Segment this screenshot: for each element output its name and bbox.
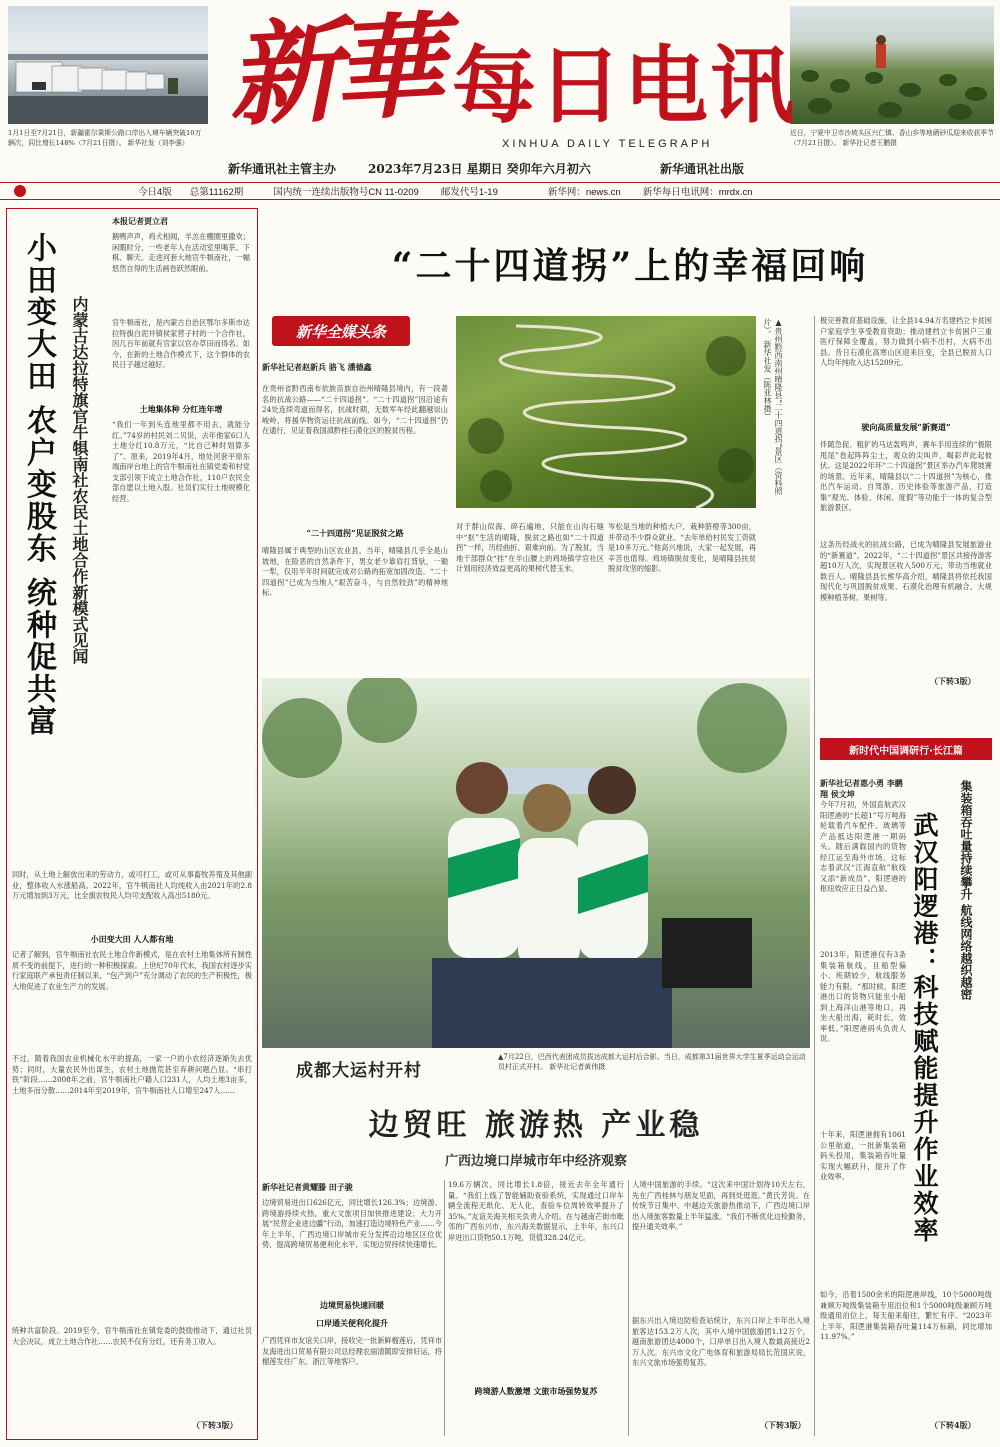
top-headline: “二十四道拐”上的幸福回响 <box>391 245 869 287</box>
masthead-right-caption: 近日，宁夏中卫市沙坡头区兴仁镇、香山乡等地硒砂瓜迎来收获季节（7月21日摄）。 新华社记者王鹏摄 <box>790 129 994 147</box>
bottom-headline: 边贸旺 旅游热 产业稳 <box>368 1108 704 1143</box>
universiade-village-photo <box>262 678 810 1048</box>
masthead-publisher: 新华通讯社出版 <box>660 162 745 176</box>
bottom-b5: 据东兴出入境边防检查站统计，东兴口岸上半年出入境旅客达153.2万人次，其中入境中国旅游团1.12万个，越南旅游团达4000个，口岸单日出入境人数最高接近2万人次。东兴市文化广电体育和旅游局局长范国庆说，东兴文旅市场强势复苏。 <box>632 1316 810 1367</box>
games-photo-title: 成都大运村开村 <box>296 1061 422 1081</box>
right-subtitle: 集装箱吞吐量持续攀升 航线网络越织越密 <box>959 780 973 1001</box>
center-byline: 新华社记者赵新兵 骆飞 潘德鑫 <box>262 362 372 372</box>
center-cont: （下转3版） <box>930 676 976 686</box>
center-c1: 在贵州省黔西南布依族苗族自治州晴隆县境内，有一段著名的抗战公路——“二十四道拐”。“二十四道拐”因沿途有24处连续弯道而得名，抗战时期，无数军车经此翻越崇山峻岭，将援华物资运往抗战前线。如今，“二十四道拐”仍在通行，见证着我国滇黔桂石漠化区的脱贫历程。 <box>262 384 448 435</box>
melon-field-illustration <box>790 6 994 124</box>
left-story-p5: 记者了解到，官牛犋南社农民土地合作新模式，是在农村土地集体所有制性质不变的前提下，进行的一种积极探索。上世纪70年代末，我国农村逐步实行家庭联产承包责任制以来，“包产到户”充分调动了农民的生产积极性，极大地促进了农业生产力的发展。 <box>12 950 252 991</box>
bottom-subtitle: 广西边境口岸城市年中经济观察 <box>444 1154 627 1169</box>
info-bar <box>0 182 1000 200</box>
masthead-left-caption: 1月1日至7月21日，新疆霍尔果斯公路口岸出入境车辆突破10万辆次，同比增长148%（7月21日摄）。 新华社发（刘李强） <box>8 129 202 147</box>
center-c3: 对于群山似海、碎石遍地，只能在山沟石缝中“抠”生活的晴隆，脱贫之路也如“二十四道拐”一样，历经曲折、艰难向前。为了脱贫，当地干部群众“挂”在半山腰上的鸡场镇学官社区计划用经济效益更高的果树代替玉米。 <box>456 522 604 573</box>
left-story-p3: “我们一年到头连地里都不用去，就能分红。”74岁的村民刘二贝说，去年他家6口人土地分红10.8万元，“比自己种时划算多了”。原来，2019年4月，地处河套平原东端南岸台地上的官牛犋南社在镇党委和村党支部引领下成立土地合作社，110户农民全部自愿以土地入股。社员们实行土地规模化经营。 <box>112 420 250 503</box>
masthead-logo-calligraphy: 新華 <box>224 0 440 143</box>
info-pages: 今日4版 <box>138 187 172 198</box>
right-badge <box>820 738 992 760</box>
bottom-byline: 新华社记者黄耀滕 田子骏 <box>262 1182 353 1192</box>
bottom-b2: 广西凭祥市友谊关口岸，接收完一批新鲜榴莲后，凭祥市友海进出口贸易有限公司总经理农丽清随即安排好运，将榴莲发往广东、浙江等地客户。 <box>262 1336 442 1366</box>
xinhua-emblem-icon <box>14 185 26 197</box>
left-story-sec1: 土地集体种 分红连年增 <box>139 404 223 414</box>
bottom-sec2: 口岸通关便利化提升 <box>316 1318 388 1328</box>
center-c7: 这条历经战火的抗战公路，已成为晴隆县发展旅游业的“新赛道”。2022年，“二十四道拐”景区共接待游客超10万人次，实现景区收入500万元，带动当地就业数百人。晴隆县县长熊华高介绍，晴隆县将依托我国现代化与巩固脱贫成果、石漠化治理有机融合，大规模种植茶树、果树等。 <box>820 540 992 602</box>
left-story-p1: 鹅鸭声声，鸡犬相闻，羊羔在棚圈里撒欢；闲暇时分，一些老年人在活动室里喝茶、下棋、聊天。走进河套大地官牛犋南社，一幅悠然自得的生活画卷跃然眼前。 <box>112 232 250 273</box>
bottom-b4: 人境中国旅游的手续。“这次来中国计划待10天左右，先在广西桂林与朋友见面，再到处逛逛。”黄氏芳说。在传统节日集中、中越边关旅游热推动下，广西边境口岸出入境旅客数量上半年猛涨。“我们不断优化边检勤务，提升通关效率。” <box>632 1180 810 1231</box>
left-story-p4: 同时，从土地上解放出来的劳动力，或可打工，或可从事畜牧养殖及其他副业，整体收入水涨船高。2022年，官牛犋南社人均纯收入由2021年的2.8万元增加到3万元，比全旗农牧民人均可支配收入高出5180元。 <box>12 870 252 900</box>
info-site: 新华网：news.cn <box>547 187 621 198</box>
left-story-subtitle: 内蒙古达拉特旗官牛犋南社农民土地合作新模式见闻 <box>70 296 89 664</box>
serpentine-road-photo <box>456 316 756 508</box>
right-cont: （下转4版） <box>930 1420 976 1430</box>
left-story-title: 小田变大田 农户变股东 统种促共富 <box>21 232 56 737</box>
left-story-sec2: 小田变大田 人人都有地 <box>90 934 174 944</box>
info-cn: 国内统一连续出版物号CN 11-0209 <box>273 187 419 198</box>
road-photo-caption: ▲贵州黔西南州晴隆县“二十四道拐”景区（资料照片）。 新华社发（陈亚林摄） <box>763 318 783 496</box>
left-story-p2: 官牛犋南社，是内蒙古自治区鄂尔多斯市达拉特旗白泥井镇侯家营子村的一个合作社，因几百年前就有官家以官办草田而得名。如今，在新的土地合作模式下，这个群体的农民日子越过越好。 <box>112 318 250 369</box>
right-title: 武汉阳逻港：科技赋能提升作业效率 <box>910 812 939 1244</box>
column-rule <box>814 316 815 1436</box>
center-badge-label: 新华全媒头条 <box>295 322 386 341</box>
info-post: 邮发代号1-19 <box>440 187 498 198</box>
trucks-illustration <box>8 6 208 124</box>
masthead-left-photo <box>8 6 208 124</box>
right-t4: 如今，沿着1500余米的阳逻港岸线，10个5000吨级兼顾万吨级集装箱专用泊位和1个5000吨级兼顾万吨级通用泊位上，每天船来船往，繁忙有序。“2023年上半年，阳逻港集装箱吞吐量114万标箱，同比增加11.97%。” <box>820 1290 992 1341</box>
bottom-sec3: 跨境游人数激增 文旅市场强势复苏 <box>474 1386 598 1396</box>
column-rule <box>628 1180 629 1436</box>
right-t1: 今年7月初，外国直航武汉阳逻港的“长超1”号万吨海轮载着汽车配件、玻璃等产品抵达阳逻港一期码头。随后满载国内的货物经江运至海外市场。这标志着武汉“江海直航”航线又添“新成员”。阳逻港的枢纽效应正日益凸显。 <box>820 800 906 893</box>
masthead-title: 每日电讯 <box>452 37 797 135</box>
masthead-sponsor: 新华通讯社主管主办 <box>228 162 337 176</box>
center-c5: 极完善教育基础设施，让全县14.94万名建档立卡贫困户家庭学生享受教育资助；推动建档立卡贫困户三重医疗保障全覆盖，努力做到小病不出村，大病不出县。昔日石漠化高寒山区迎来巨变，全县已脱贫人口人均年纯收入达15209元。 <box>820 316 992 367</box>
center-sec2: 驶向高质量发展“新赛道” <box>861 422 951 432</box>
road-illustration <box>456 316 756 508</box>
info-issue: 总第11162期 <box>189 187 244 198</box>
bottom-b1: 边境贸易进出口626亿元，同比增长126.3%；边境游、跨境游持续火热，重大文旅项目加快推进建设；大力开展“民营企业进边疆”行动，加速打造边境特色产业……今年上半年，广西边境口岸城市充分发挥沿边地区区位优势，提高跨境贸易便利化水平，实现边贸持续快速增长。 <box>262 1198 442 1249</box>
left-story-byline: 本报记者贾立君 <box>112 216 168 226</box>
bottom-cont: （下转3版） <box>760 1420 806 1430</box>
right-badge-label: 新时代中国调研行·长江篇 <box>849 745 963 757</box>
column-rule <box>444 1180 445 1436</box>
left-story-cont: （下转3版） <box>192 1420 238 1430</box>
info-email: 新华每日电讯网：mrdx.cn <box>642 187 753 198</box>
center-badge <box>272 316 410 346</box>
bottom-b3: 19.6万辆次，同比增长1.8倍，接近去年全年通行量。“我们上线了智能辅助查验系统，实现通过口岸车辆全流程无纸化、无人化，查验车位周转效率提升了35%。”友谊关海关相关负责人介绍。在与越南芒街市毗邻的广西东兴市，东兴海关数据显示，上半年，东兴口岸进出口货物50.1万吨，货值328.24亿元。 <box>448 1180 624 1242</box>
masthead-right-photo <box>790 6 994 124</box>
athletes-illustration <box>262 678 810 1048</box>
center-c6: 伴随急促、粗犷的马达轰鸣声，赛车手用连续的“极限甩尾”卷起阵阵尘土，观众的尖叫声、喝彩声此起彼伏。这是2022年环“二十四道拐”景区举办汽车爬坡赛的场景。近年来，晴隆县以“二十四道拐”为核心，推出汽车运动、自驾游、历史体验等旅游产品，打造集“观光、体验、休闲、度假”等功能于一体的复合型旅游景区。 <box>820 440 992 512</box>
masthead-date: 2023年7月23日 星期日 癸卯年六月初六 <box>368 162 591 176</box>
right-t2: 2013年，阳逻港仅有3条集装箱航线，且船型偏小、班期较少，航线服务能力有限。“那时候，阳逻港出口的货物只能坐小船到上海洋山港等地口，再坐大船出海，耗时长，效率低。”阳逻港码头负责人说。 <box>820 950 906 1043</box>
bottom-sec1: 边境贸易快速回暖 <box>320 1300 384 1310</box>
center-sec: “二十四道拐”见证脱贫之路 <box>306 528 404 538</box>
center-c2: 晴隆县属于典型的山区农业县，当年，晴隆县几乎全是山坡地，在险恶的自然条件下，男女老少靠肩扛背驮，一锄一犁，仅用半年时间就完成对公路的拓宽加固改造。“二十四道拐”已成为当地人“艰苦奋斗，与自然较劲”的精神地标。 <box>262 546 448 597</box>
left-story-p6: 不过，随着我国农业机械化水平的提高，一家一户的小农经济逐渐失去优势；同时，大量农民外出谋生，农村土地抛荒甚至弃耕问题凸显。“串打铁”阶段……2008年之前，官牛犋南社户籍人口231人，人均土地3亩多，土地多而分散……2014年至2019年，官牛犋南社人口增至247人…… <box>12 1054 252 1095</box>
games-photo-caption: ▲7月22日，巴西代表团成员拔达成都大运村后合影。当日，成都第31届世界大学生夏季运动会运动员村正式开村。 新华社记者黄伟摄 <box>498 1053 806 1071</box>
masthead-pinyin: XINHUA DAILY TELEGRAPH <box>502 138 713 150</box>
left-story-p7: 统种共富阶段。2019至今，官牛犋南社在镇党委的鼓励推动下，通过社员大会决议，成立土地合作社……农民不仅有分红，还有务工收入。 <box>12 1326 252 1346</box>
right-byline: 新华社记者惠小勇 李鹏翔 侯文坤 <box>820 778 903 799</box>
center-c4: 岑松是当地的种植大户，栽种脐橙等300亩，并带动不少群众就业。“去年单给村民发工资就是10多万元。”他高兴地说，大家一起发展，再辛苦也值得。鸡场镇脱贫变化，是晴隆县扶贫脱贫攻坚的缩影。 <box>608 522 756 573</box>
right-t3: 十年来，阳逻港拥有1061公里航道，一批新集装箱码头投用，集装箱吞吐量实现大幅跃升，提升了作业效率。 <box>820 1130 906 1181</box>
